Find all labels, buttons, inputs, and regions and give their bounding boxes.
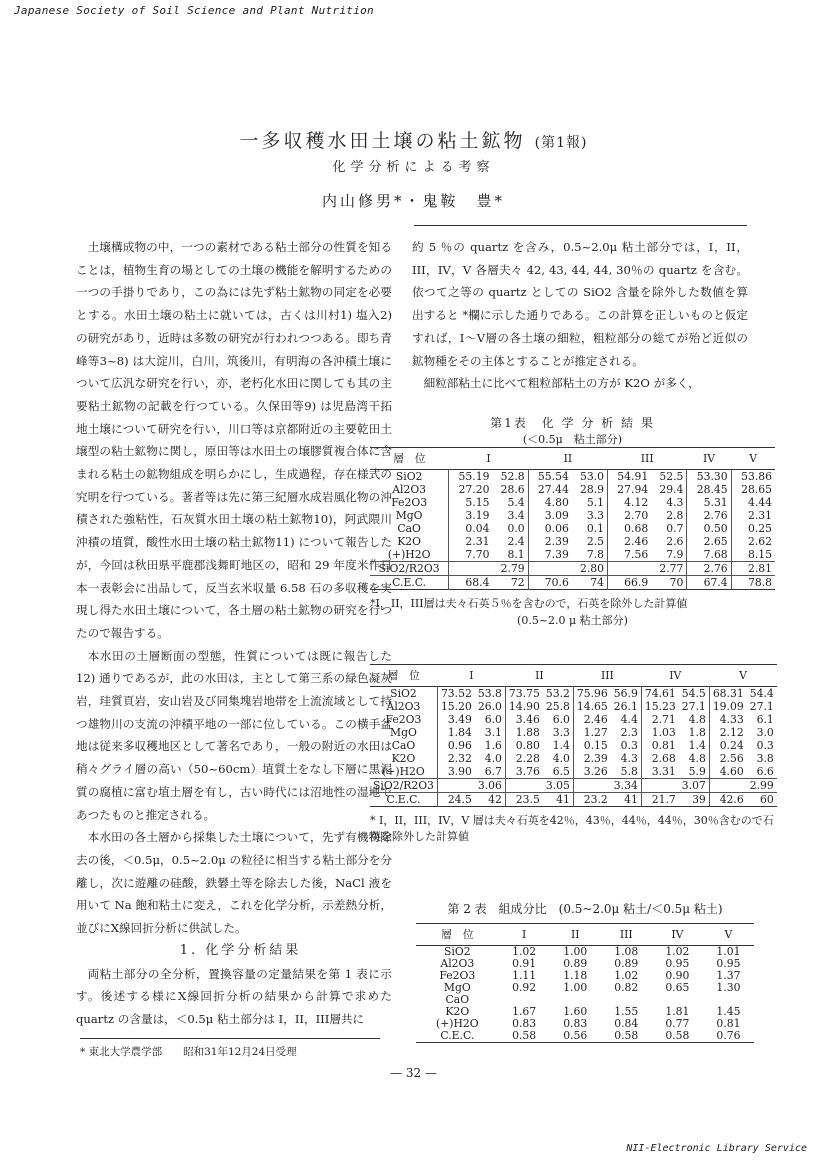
table-cell: 53.86	[731, 470, 775, 484]
journal-header: Japanese Society of Soil Science and Plant Nutrition	[14, 4, 374, 17]
table-cell: MgO	[395, 509, 423, 522]
table-row	[370, 548, 775, 562]
table-cell: 3.3	[586, 509, 605, 522]
table-cell: 1.6	[484, 739, 502, 752]
table-cell: 24.5	[437, 793, 474, 807]
table-cell: 1.45	[716, 1005, 741, 1018]
table-cell: SiO2/R2O3	[378, 562, 440, 575]
header-cell: IV	[703, 452, 716, 465]
data-table	[416, 923, 754, 1043]
table-row	[370, 739, 777, 752]
table-cell: 0.15	[573, 739, 610, 752]
table-cell: 2.28	[505, 752, 542, 765]
table-cell: 0.65	[665, 981, 690, 994]
table-cell: 25.8	[545, 700, 570, 713]
table-cell: C.E.C.	[386, 793, 421, 806]
table-cell: 54.5	[681, 687, 706, 700]
table-cell: 73.52	[437, 687, 474, 701]
library-footer: NII-Electronic Library Service	[626, 1143, 807, 1154]
table-row	[370, 687, 777, 701]
table-cell: 2.71	[641, 713, 678, 726]
table-cell: SiO2	[390, 687, 417, 700]
table-cell: (+)H2O	[436, 1017, 479, 1030]
table-cell: C.E.C.	[440, 1029, 475, 1042]
table-cell: 2.56	[709, 752, 746, 765]
table-cell: 0.76	[716, 1029, 741, 1042]
table-cell: 3.1	[484, 726, 502, 739]
table-cell: 2.79	[449, 562, 528, 576]
table-cell: 2.31	[449, 535, 493, 548]
title-text: 一多収穫水田土壌の粘土鉱物	[239, 130, 526, 152]
table-cell: 0.0	[507, 522, 525, 535]
paper-subtitle: 化学分析による考察	[332, 160, 495, 175]
table-cell: 0.58	[512, 1029, 537, 1042]
table-cell: 0.06	[528, 522, 572, 535]
table-cell: 1.30	[716, 981, 741, 994]
table-cell: 27.44	[528, 483, 572, 496]
table-cell: 2.5	[586, 535, 605, 548]
table-caption: 第 2 表 組成分比 (0.5~2.0μ 粘土/＜0.5μ 粘土)	[447, 902, 723, 916]
paper-title	[0, 126, 827, 153]
table-cell: 2.6	[666, 535, 684, 548]
table-cell: 2.39	[573, 752, 610, 765]
table-row	[370, 535, 775, 548]
table-cell: 2.3	[620, 726, 638, 739]
table-row	[370, 700, 777, 713]
title-part: (第1報)	[534, 135, 588, 151]
table-cell: 70	[669, 576, 684, 589]
table-cell: 0.90	[665, 969, 690, 982]
table-cell: 3.26	[573, 765, 610, 779]
table-cell: 5.9	[688, 765, 706, 778]
table-cell: 3.09	[528, 509, 572, 522]
table-cell: 4.80	[528, 496, 572, 509]
table-cell: 55.19	[449, 470, 493, 484]
table-cell: 27.1	[681, 700, 706, 713]
table-cell: 4.8	[688, 713, 706, 726]
header-cell: V	[749, 452, 757, 465]
table-cell: 7.9	[666, 548, 684, 561]
table-cell: 1.00	[563, 945, 588, 958]
table-1b	[370, 664, 775, 845]
body-paragraph: 土壌構成物の中，一つの素材である粘土部分の性質を知ることは，植物生育の場としての土壌の機能を解明するための一つの手掛りであり，この為には先ず粘土鉱物の同定を必要とする。水田土壌の粘土に就いては，古くは川村1) 塩入2) の研究があり，近時は多数の研究が行われつつある。即ち青峰等3~8) は大淀川，白川，筑後川，有明海の各沖積土壌について広汎な研究を行い，亦，老朽化水田に関しても其の主要粘土鉱物の記載を行つている。久保田等9) は児島湾干拓地土壌について研究を行い，川口等は京都附近の主要乾田土壌型の粘土鉱物に関し，原田等は水田土の壌膠質複合体に含まれる粘土の鉱物組成を明らかにし，生成過程，存在様式の究明を行つている。著者等は先に第三紀層水成岩風化物の沖積された強粘性，石灰質水田土壌の粘土鉱物10)，阿武隈川沖積の埴質，酸性水田土壌の粘土鉱物11) について報告したが，今回は秋田県平鹿郡浅舞町地区の，昭和 29 年度米作日本一表彰会に出品して，反当玄米収量 6.58 石の多収穫を実現し得た水田土壌について，各土層の粘土鉱物の研究を行つたので報告する。	[76, 240, 392, 640]
table-cell: 26.0	[477, 700, 502, 713]
table-cell: 1.03	[641, 726, 678, 739]
table-cell: 5.1	[586, 496, 605, 509]
table-header-row	[416, 924, 754, 946]
header-cell: II	[535, 669, 544, 682]
table-row	[370, 470, 775, 484]
table-cell: 1.27	[573, 726, 610, 739]
table-cell: 0.04	[449, 522, 493, 535]
table-cell: 1.4	[552, 739, 570, 752]
table-cell: 0.92	[512, 981, 537, 994]
table-row	[370, 726, 777, 739]
table-cell: 60	[760, 793, 774, 806]
table-cell: 0.56	[563, 1029, 588, 1042]
table-cell: 4.44	[731, 496, 775, 509]
footnote-rule	[80, 1038, 380, 1039]
table-row	[370, 496, 775, 509]
table-cell: 3.3	[552, 726, 570, 739]
header-cell: 層 位	[387, 669, 420, 682]
data-table	[370, 447, 775, 590]
table-cell: 0.58	[665, 1029, 690, 1042]
table-cell: 2.32	[437, 752, 474, 765]
table-cell: (+)H2O	[387, 548, 431, 561]
table-cell: 0.77	[665, 1017, 690, 1030]
table-cell: SiO2/R2O3	[373, 779, 434, 792]
table-cell: 1.08	[614, 945, 639, 958]
table-cell: Al2O3	[440, 957, 475, 970]
table-cell: 6.5	[552, 765, 570, 778]
table-cell: 5.15	[449, 496, 493, 509]
table-cell: 2.65	[687, 535, 731, 548]
table-cell: 1.60	[563, 1005, 588, 1018]
table-cell: 0.91	[512, 957, 537, 970]
table-cell: 3.49	[437, 713, 474, 726]
table-cell: SiO2	[444, 945, 471, 958]
table-cell: 7.8	[586, 548, 605, 561]
table-cell: 0.58	[614, 1029, 639, 1042]
table-cell: 1.67	[512, 1005, 537, 1018]
table-cell: 68.31	[709, 687, 746, 701]
table-cell: 29.4	[659, 483, 684, 496]
table-caption: 第1表 化 学 分 析 結 果	[490, 416, 655, 430]
table-cell: 14.65	[573, 700, 610, 713]
table-cell: 4.8	[688, 752, 706, 765]
table-cell: 28.9	[579, 483, 605, 496]
table-cell: 42	[488, 793, 502, 806]
table-cell: 28.45	[687, 483, 731, 496]
table-cell: 3.8	[756, 752, 774, 765]
body-paragraph: 本水田の各土層から採集した土壌について，先ず有機物除去の後，＜0.5μ，0.5~2.0μ の粒径に相当する粘土部分を分離し，次に遊離の硅酸，鉄礬土等を除去した後，NaCl 液を用いて Na 飽和粘土に変え，これを化学分析，示差熱分析，並びにX線回折分析に供試した。	[76, 830, 392, 936]
table-cell: 23.5	[505, 793, 542, 807]
table-cell: 2.68	[641, 752, 678, 765]
table-cell: Al2O3	[392, 483, 427, 496]
table-cell: 0.89	[614, 957, 639, 970]
table-cell: 0.84	[614, 1017, 639, 1030]
table-cell: 4.0	[484, 752, 502, 765]
table-cell: 56.9	[613, 687, 638, 700]
table-cell: 1.18	[563, 969, 588, 982]
table-row	[370, 509, 775, 522]
table-cell: 1.01	[716, 945, 741, 958]
body-paragraph: 本水田の土層断面の型態，性質については既に報告した12) 通りであるが，此の水田は，主として第三系の緑色凝灰岩，珪質頁岩，安山岩及び同集塊岩地帯を上流流域として持つ雄物川の支流の沖積平地の一部に位している。この横手盆地は従来多収穫地区として著名であり，一般の附近の水田は稍々グライ層の高い（50~60cm）埴質土をなし下層に黒泥質の腐植に富む埴土層を有し，古い時代には沼地性の湿地であつたものと推定される。	[76, 648, 392, 822]
table-cell: 0.80	[505, 739, 542, 752]
table-cell: 0.83	[512, 1017, 537, 1030]
table-header-row	[370, 665, 777, 687]
table-cell: 1.00	[563, 981, 588, 994]
table-cell: 0.83	[563, 1017, 588, 1030]
table-cell: 14.90	[505, 700, 542, 713]
table-cell: 0.50	[687, 522, 731, 535]
table-cell: 2.77	[608, 562, 687, 576]
table-cell: 42.6	[709, 793, 746, 807]
header-cell: V	[739, 669, 747, 682]
table-cell: K2O	[445, 1005, 470, 1018]
table-cell: 55.54	[528, 470, 572, 484]
table-cell: 1.37	[716, 969, 741, 982]
table-cell: 6.7	[484, 765, 502, 778]
table-cell: 72	[510, 576, 525, 589]
header-cell: II	[563, 452, 573, 465]
table-row	[370, 576, 775, 590]
table-cell: 73.75	[505, 687, 542, 701]
table-cell: 1.84	[437, 726, 474, 739]
table-cell: 5.8	[620, 765, 638, 778]
table-cell: 52.5	[659, 470, 684, 483]
table-2	[416, 900, 754, 1043]
table-cell: 26.1	[613, 700, 638, 713]
table-row	[370, 793, 777, 807]
table-cell: 2.4	[507, 535, 525, 548]
table-cell: 3.4	[507, 509, 525, 522]
table-cell: 2.76	[687, 562, 731, 576]
table-cell: 6.0	[484, 713, 502, 726]
table-cell: 78.8	[731, 576, 775, 590]
table-cell: 0.81	[716, 1017, 741, 1030]
page-number: — 32 —	[390, 1066, 437, 1080]
table-note: * I，II，III，IV，V 層は夫々石英を42％，43％，44％，44％，30％含むので石英を除外した計算値	[370, 814, 774, 843]
table-cell: 2.76	[687, 509, 731, 522]
table-row	[370, 779, 777, 793]
body-paragraph: 両粘土部分の全分析，置換容量の定量結果を第 1 表に示す。後述する様にX線回折分析の結果から計算で求めた quartz の含量は，＜0.5μ 粘土部分は I，II，III層共に	[76, 966, 392, 1026]
table-cell: 0.1	[586, 522, 605, 535]
table-cell: 0.3	[620, 739, 638, 752]
table-cell: 2.12	[709, 726, 746, 739]
table-cell: 3.06	[437, 779, 505, 793]
authors: 内山修男*・鬼鞍 豊*	[321, 192, 505, 210]
table-cell: 0.81	[641, 739, 678, 752]
table-cell: 2.80	[528, 562, 607, 576]
table-cell: Fe2O3	[391, 496, 428, 509]
table-cell: 1.02	[512, 945, 537, 958]
table-cell: MgO	[390, 726, 417, 739]
table-cell: 67.4	[687, 576, 731, 590]
table-cell: 7.39	[528, 548, 572, 562]
table-cell: 3.0	[756, 726, 774, 739]
table-cell: 2.31	[731, 509, 775, 522]
table-cell: (+)H2O	[382, 765, 425, 778]
table-cell: 41	[556, 793, 570, 806]
table-cell: 3.31	[641, 765, 678, 779]
table-cell: C.E.C.	[392, 576, 427, 589]
right-column	[412, 236, 748, 395]
divider	[414, 225, 747, 226]
table-cell: 15.23	[641, 700, 678, 713]
table-cell: 2.81	[731, 562, 775, 576]
table-cell: 68.4	[449, 576, 493, 590]
table-cell: Fe2O3	[439, 969, 476, 982]
header-cell: III	[640, 452, 654, 465]
table-cell: 3.46	[505, 713, 542, 726]
table-cell: 6.6	[756, 765, 774, 778]
table-header-row	[370, 448, 775, 470]
left-column	[76, 236, 392, 1031]
table-1	[370, 414, 775, 628]
table-cell: 3.05	[505, 779, 573, 793]
table-cell: 39	[692, 793, 706, 806]
table-cell: 4.12	[608, 496, 652, 509]
table-cell: 4.4	[620, 713, 638, 726]
table-cell: 70.6	[528, 576, 572, 590]
table-cell: 27.94	[608, 483, 652, 496]
table-cell: 0.24	[709, 739, 746, 752]
table-cell: Al2O3	[386, 700, 421, 713]
footnote: * 東北大学農学部 昭和31年12月24日受理	[80, 1046, 297, 1058]
header-cell: I	[486, 452, 491, 465]
header-cell: III	[619, 928, 633, 941]
table-cell: SiO2	[395, 470, 423, 483]
data-table	[370, 664, 777, 807]
table-cell: 5.4	[507, 496, 525, 509]
header-cell: V	[724, 928, 733, 941]
table-cell: 4.3	[620, 752, 638, 765]
table-cell: 6.0	[552, 713, 570, 726]
header-cell: III	[600, 669, 614, 682]
table-cell: 21.7	[641, 793, 678, 807]
table-cell: 7.56	[608, 548, 652, 562]
table-cell: 53.8	[477, 687, 502, 700]
table-cell: 0.95	[716, 957, 741, 970]
table-row	[370, 483, 775, 496]
table-cell: 74.61	[641, 687, 678, 701]
table-cell: 28.65	[731, 483, 775, 496]
section-heading: 1. 化学分析結果	[179, 942, 302, 958]
table-cell: 52.8	[500, 470, 525, 483]
header-cell: 層 位	[441, 928, 474, 941]
table-cell: 4.33	[709, 713, 746, 726]
table-cell: 2.70	[608, 509, 652, 522]
table-cell: CaO	[391, 739, 416, 752]
table-cell: 5.31	[687, 496, 731, 509]
table-cell: 8.15	[731, 548, 775, 562]
table-cell: K2O	[391, 752, 416, 765]
table-cell: 53.30	[687, 470, 731, 484]
table-cell: 53.2	[545, 687, 570, 700]
table-cell: 2.8	[666, 509, 684, 522]
table-cell: 1.8	[688, 726, 706, 739]
table-cell: 1.88	[505, 726, 542, 739]
table-row	[370, 752, 777, 765]
table-cell: 0.95	[665, 957, 690, 970]
table-cell: 27.20	[449, 483, 493, 496]
table-cell: 3.76	[505, 765, 542, 779]
table-cell: 75.96	[573, 687, 610, 701]
table-row	[370, 765, 777, 779]
table-row	[370, 713, 777, 726]
table-cell: 0.25	[731, 522, 775, 535]
table-cell: 0.89	[563, 957, 588, 970]
table-cell: 1.02	[665, 945, 690, 958]
table-cell: 2.46	[573, 713, 610, 726]
body-paragraph: 細粒部粘土に比べて粗粒部粘土の方が K2O が多く，	[423, 376, 700, 391]
table-cell: 54.91	[608, 470, 652, 484]
table-cell: 27.1	[749, 700, 774, 713]
table-cell: 6.1	[756, 713, 774, 726]
table-cell: 3.34	[573, 779, 641, 793]
table-cell: 0.68	[608, 522, 652, 535]
header-cell: I	[522, 928, 527, 941]
header-cell: IV	[669, 669, 682, 682]
table-cell: 0.7	[666, 522, 684, 535]
table-cell: 2.46	[608, 535, 652, 548]
table-row	[370, 562, 775, 576]
table-subcaption: (＜0.5μ 粘土部分)	[522, 433, 623, 446]
table-cell: 4.3	[666, 496, 684, 509]
table-cell: 1.81	[665, 1005, 690, 1018]
table-cell: 7.68	[687, 548, 731, 562]
table-note: *I，II，III層は夫々石英５％を含むので，石英を除外した計算値	[370, 597, 688, 610]
table-cell: 2.39	[528, 535, 572, 548]
table-cell: 28.6	[500, 483, 525, 496]
table-cell: 1.4	[688, 739, 706, 752]
table-cell: 1.02	[614, 969, 639, 982]
table-cell: 2.99	[709, 779, 776, 793]
table-cell: 0.82	[614, 981, 639, 994]
header-cell: 層 位	[393, 452, 426, 465]
table-cell: CaO	[445, 993, 470, 1006]
table-cell: 15.20	[437, 700, 474, 713]
table-cell: 41	[624, 793, 638, 806]
table-cell: 3.19	[449, 509, 493, 522]
table-cell: 3.90	[437, 765, 474, 779]
table-cell: 4.0	[552, 752, 570, 765]
table-cell: 8.1	[507, 548, 525, 561]
table-cell: 53.0	[579, 470, 605, 483]
table-row	[416, 1030, 754, 1043]
table-cell: 66.9	[608, 576, 652, 590]
table-row	[370, 522, 775, 535]
table-cell: 3.07	[641, 779, 709, 793]
table-cell: MgO	[443, 981, 471, 994]
table-cell: 19.09	[709, 700, 746, 713]
table-subcaption: (0.5~2.0 μ 粘土部分)	[517, 614, 628, 627]
table-cell: 1.55	[614, 1005, 639, 1018]
body-paragraph: 約 5 ％の quartz を含み，0.5~2.0μ 粘土部分では，I，II，III，IV，V 各層夫々 42, 43, 44, 44, 30％の quartz を含む。依つて之等の quartz としての SiO2 含量を除外した数値を算出すると *欄に示した通りである。この計算を正しいものと仮定すれば，I～V層の各土壌の細粒，粗粒部分の総てが殆ど近似の鉱物種をその主体とすることが推定される。	[412, 240, 748, 368]
table-cell: 4.60	[709, 765, 746, 779]
table-cell: CaO	[397, 522, 421, 535]
table-cell: 23.2	[573, 793, 610, 807]
table-cell: 2.62	[731, 535, 775, 548]
header-cell: I	[469, 669, 474, 682]
table-cell: 0.3	[756, 739, 774, 752]
table-cell: 7.70	[449, 548, 493, 562]
header-cell: II	[570, 928, 580, 941]
table-cell: 1.11	[512, 969, 537, 982]
table-cell: 74	[590, 576, 605, 589]
header-cell: IV	[671, 928, 684, 941]
table-cell: 54.4	[749, 687, 774, 700]
table-cell: K2O	[397, 535, 422, 548]
table-cell: 0.96	[437, 739, 474, 752]
table-cell: Fe2O3	[385, 713, 422, 726]
